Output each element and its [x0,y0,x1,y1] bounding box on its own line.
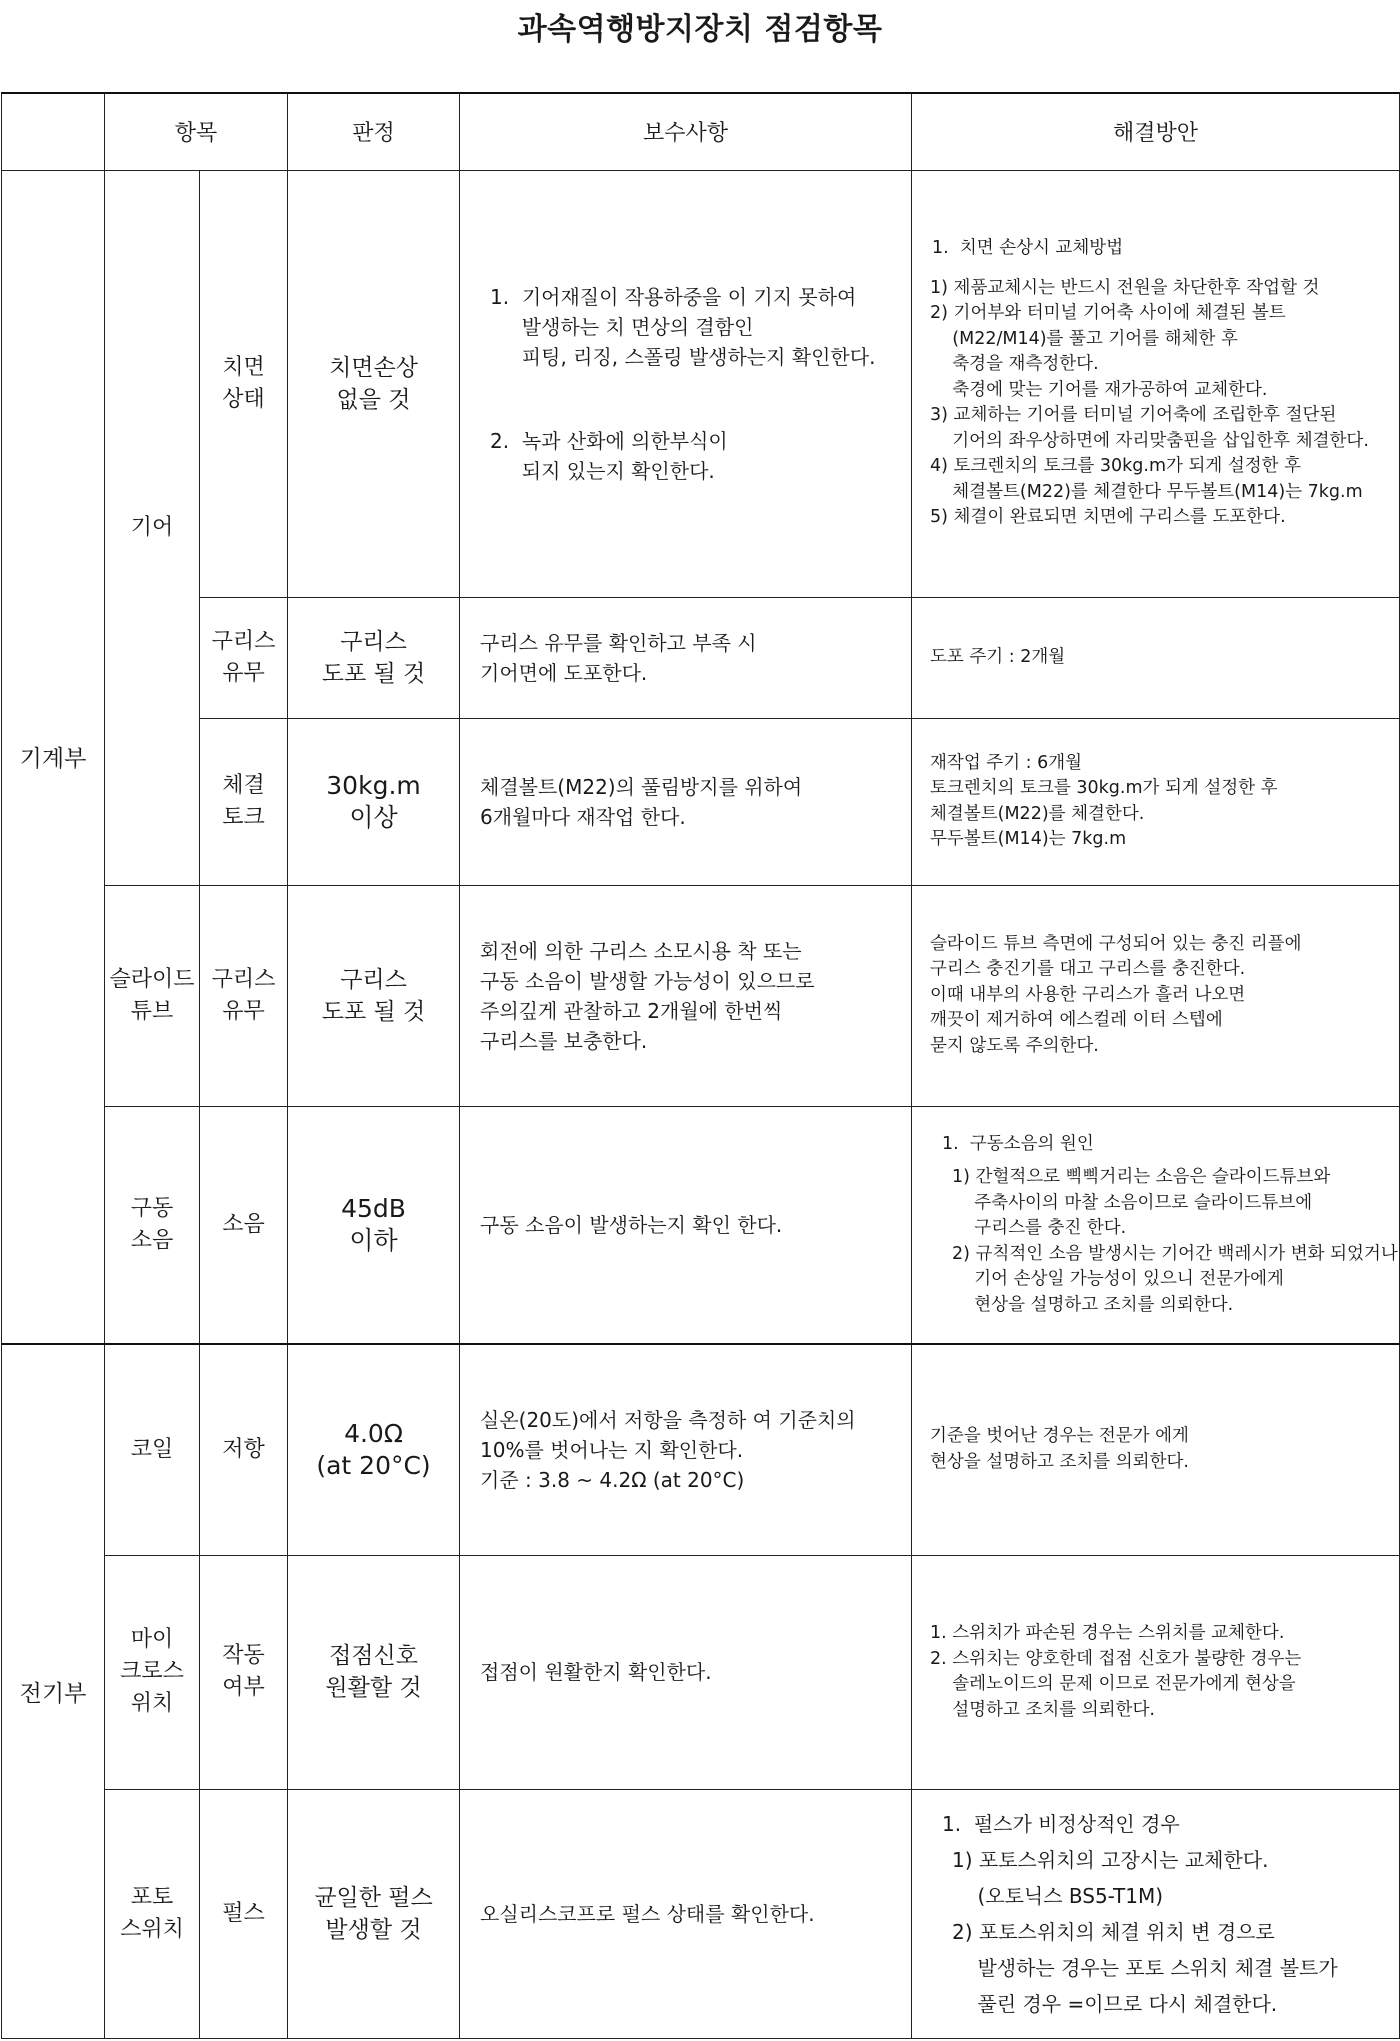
repair-line: 발생하는 치 면상의 결함인 [490,314,754,339]
solution-line: 기어 손상일 가능성이 있으니 전문가에게 [952,1269,1284,1289]
group-drive-noise: 구동 소음 [105,1106,200,1344]
repair-line: 접점이 원활한지 확인한다. [480,1660,712,1684]
repair-line: 2. 녹과 산화에 의한부식이 [490,428,728,453]
solution-line: 1. 구동소음의 원인 [942,1133,1094,1154]
repair-line: 피팅, 리징, 스폴링 발생하는지 확인한다. [490,344,876,369]
item-cell: 저항 [200,1344,288,1555]
table-row [2,170,1400,597]
solution-line: 1. 스위치가 파손된 경우는 스위치를 교체한다. [930,1623,1285,1643]
solution-line: 깨끗이 제거하여 에스컬레 이터 스텝에 [930,1010,1223,1031]
solution-line: 4) 토크렌치의 토크를 30kg.m가 되게 설정한 후 [930,456,1302,477]
solution-line: 구리스를 충진 한다. [952,1218,1127,1238]
solution-line: 2) 기어부와 터미널 기어축 사이에 체결된 볼트 [930,303,1286,324]
table-row [2,718,1400,885]
solution-line: (M22/M14)를 풀고 기어를 해체한 후 [930,328,1238,349]
group-slide-tube: 슬라이드 튜브 [105,885,200,1106]
item-cell: 작동 여부 [200,1555,288,1789]
solution-line: 2) 규칙적인 소음 발생시는 기어간 백레시가 변화 되었거나 [952,1243,1398,1264]
header-repair: 보수사항 [460,93,912,170]
header-judgement: 판정 [288,93,460,170]
judgement-cell: 접점신호 원활할 것 [288,1555,460,1789]
repair-line: 실온(20도)에서 저항을 측정하 여 기준치의 [480,1407,856,1432]
solution-line: 1. 치면 손상시 교체방법 [932,238,1124,259]
repair-line: 주의깊게 관찰하고 2개월에 한번씩 [480,998,783,1023]
repair-line: 구동 소음이 발생하는지 확인 한다. [480,1212,783,1237]
solution-line: (오토닉스 BS5-T1M) [952,1883,1164,1908]
repair-line: 구동 소음이 발생할 가능성이 있으므로 [480,968,815,993]
group-photo-switch: 포토 스위치 [105,1789,200,2038]
solution-line: 5) 체결이 완료되면 치면에 구리스를 도포한다. [930,507,1286,528]
group-gear: 기어 [105,170,200,885]
table-row [2,1555,1400,1789]
solution-line: 솔레노이드의 문제 이므로 전문가에게 현상을 [930,1674,1296,1694]
repair-cell [460,885,912,1106]
solution-line: 설명하고 조치를 의뢰한다. [930,1699,1155,1720]
repair-line: 오실리스코프로 펄스 상태를 확인한다. [480,1901,815,1926]
solution-cell [912,1789,1400,2038]
item-cell: 펄스 [200,1789,288,2038]
judgement-cell: 4.0Ω (at 20°C) [288,1344,460,1555]
solution-line: 3) 교체하는 기어를 터미널 기어축에 조립한후 절단된 [930,405,1337,426]
solution-cell [912,885,1400,1106]
table-row [2,1106,1400,1344]
repair-line: 체결볼트(M22)의 풀림방지를 위하여 [480,774,803,799]
solution-line: 기준을 벗어난 경우는 전문가 에게 [930,1426,1189,1447]
solution-cell [912,1106,1400,1344]
repair-cell [460,170,912,597]
solution-cell [912,1344,1400,1555]
solution-line: 토크렌치의 토크를 30kg.m가 되게 설정한 후 [930,778,1278,798]
solution-line: 1) 포토스위치의 고장시는 교체한다. [952,1847,1269,1872]
inspection-table [1,92,1400,2039]
solution-cell [912,170,1400,597]
repair-cell [460,1789,912,2038]
table-row [2,597,1400,718]
solution-line: 발생하는 경우는 포토 스위치 체결 볼트가 [952,1955,1338,1980]
solution-cell [912,1555,1400,1789]
item-cell: 소음 [200,1106,288,1344]
header-row [2,93,1400,170]
item-cell: 체결 토크 [200,718,288,885]
table-row [2,1344,1400,1555]
repair-line: 기준 : 3.8 ~ 4.2Ω (at 20°C) [480,1467,745,1492]
judgement-cell: 구리스 도포 될 것 [288,885,460,1106]
header-item: 항목 [105,93,288,170]
judgement-cell: 30kg.m 이상 [288,718,460,885]
solution-line: 2) 포토스위치의 체결 위치 변 경으로 [952,1919,1275,1944]
solution-line: 주축사이의 마찰 소음이므로 슬라이드튜브에 [952,1192,1313,1213]
solution-line: 1) 간헐적으로 삑삑거리는 소음은 슬라이드튜브와 [952,1167,1331,1187]
judgement-cell: 45dB 이하 [288,1106,460,1344]
solution-cell [912,718,1400,885]
repair-line: 구리스를 보충한다. [480,1028,648,1053]
page-title: 과속역행방지장치 점검항목 [517,12,883,47]
repair-cell [460,1555,912,1789]
solution-line: 2. 스위치는 양호한데 접점 신호가 불량한 경우는 [930,1648,1302,1669]
category-mechanical: 기계부 [2,170,105,1344]
solution-line: 도포 주기 : 2개월 [930,646,1066,667]
repair-line: 1. 기어재질이 작용하중을 이 기지 못하여 [490,284,857,309]
solution-line: 구리스 충진기를 대고 구리스를 충진한다. [930,959,1246,980]
judgement-cell: 구리스 도포 될 것 [288,597,460,718]
category-electrical: 전기부 [2,1344,105,2038]
header-blank [2,93,105,170]
repair-cell [460,1106,912,1344]
group-coil: 코일 [105,1344,200,1555]
solution-line: 이때 내부의 사용한 구리스가 흘러 나오면 [930,984,1246,1005]
solution-line: 1. 펄스가 비정상적인 경우 [942,1811,1180,1836]
repair-line: 10%를 벗어나는 지 확인한다. [480,1437,744,1462]
solution-line: 무두볼트(M14)는 7kg.m [930,829,1127,849]
repair-line: 구리스 유무를 확인하고 부족 시 [480,630,757,655]
item-cell: 구리스 유무 [200,885,288,1106]
table-row [2,885,1400,1106]
item-cell: 치면 상태 [200,170,288,597]
judgement-cell: 치면손상 없을 것 [288,170,460,597]
repair-cell [460,1344,912,1555]
repair-cell [460,597,912,718]
header-solution: 해결방안 [912,93,1400,170]
item-cell: 구리스 유무 [200,597,288,718]
table-row [2,1789,1400,2038]
solution-line: 재작업 주기 : 6개월 [930,752,1083,773]
solution-line: 현상을 설명하고 조치를 의뢰한다. [952,1294,1234,1315]
solution-line: 묻지 않도록 주의한다. [930,1035,1099,1056]
solution-cell [912,597,1400,718]
solution-line: 풀린 경우 =이므로 다시 체결한다. [952,1991,1278,2016]
solution-line: 축경에 맞는 기어를 재가공하여 교체한다. [930,379,1268,400]
repair-line: 기어면에 도포한다. [480,660,648,685]
judgement-cell: 균일한 펄스 발생할 것 [288,1789,460,2038]
solution-line: 체결볼트(M22)를 체결한다 무두볼트(M14)는 7kg.m [930,481,1363,502]
repair-line: 회전에 의한 구리스 소모시용 착 또는 [480,938,802,963]
solution-line: 1) 제품교체시는 반드시 전원을 차단한후 작업할 것 [930,277,1320,298]
group-microswitch: 마이 크로스 위치 [105,1555,200,1789]
solution-line: 축경을 재측정한다. [930,354,1099,375]
solution-line: 기어의 좌우상하면에 자리맞춤핀을 삽입한후 체결한다. [930,430,1369,451]
solution-line: 체결볼트(M22)를 체결한다. [930,803,1145,824]
repair-cell [460,718,912,885]
solution-line: 슬라이드 튜브 측면에 구성되어 있는 충진 리플에 [930,933,1302,954]
repair-line: 6개월마다 재작업 한다. [480,804,686,829]
repair-line: 되지 있는지 확인한다. [490,458,715,483]
solution-line: 현상을 설명하고 조치를 의뢰한다. [930,1451,1189,1472]
